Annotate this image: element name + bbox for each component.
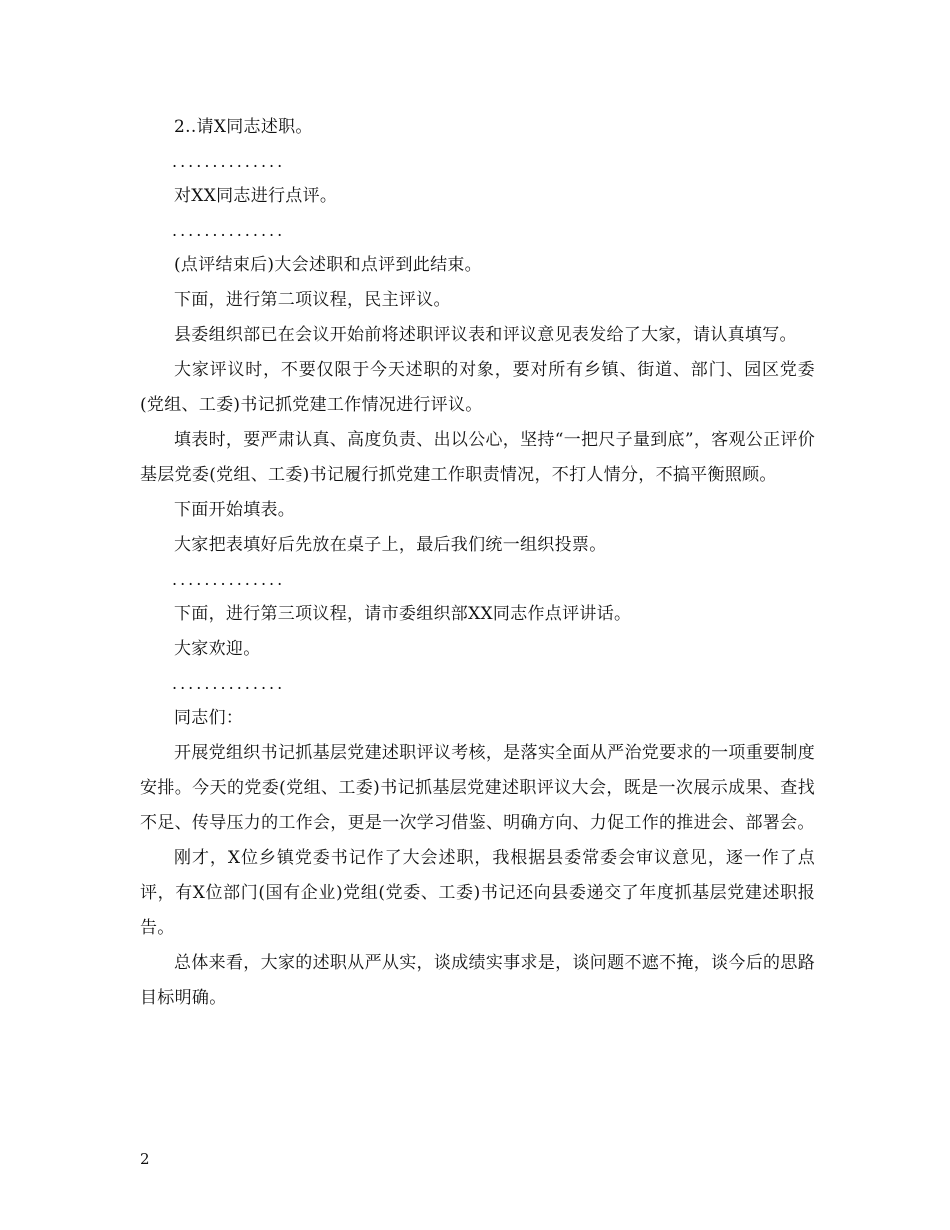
paragraph: 总体来看，大家的述职从严从实，谈成绩实事求是，谈问题不遮不掩，谈今后的思路目标明确。 xyxy=(140,953,815,1008)
paragraph: 对XX同志进行点评。 xyxy=(174,186,338,206)
document-body xyxy=(140,110,815,1016)
paragraph: 2..请X同志述职。 xyxy=(174,117,313,137)
paragraph: 刚才，X位乡镇党委书记作了大会述职，我根据县委常委会审议意见，逐一作了点评，有X位部门(国有企业)党组(党委、工委)书记还向县委递交了年度抓基层党建述职报告。 xyxy=(140,848,815,938)
paragraph: 大家把表填好后先放在桌子上，最后我们统一组织投票。 xyxy=(174,535,607,555)
paragraph: 大家评议时，不要仅限于今天述职的对象，要对所有乡镇、街道、部门、园区党委(党组、工委)书记抓党建工作情况进行评议。 xyxy=(140,360,815,415)
paragraph: (点评结束后)大会述职和点评到此结束。 xyxy=(174,255,482,275)
paragraph: 下面，进行第三项议程，请市委组织部XX同志作点评讲话。 xyxy=(174,604,632,624)
paragraph: 大家欢迎。 xyxy=(174,639,261,659)
paragraph: 开展党组织书记抓基层党建述职评议考核，是落实全面从严治党要求的一项重要制度安排。今天的党委(党组、工委)书记抓基层党建述职评议大会，既是一次展示成果、查找不足、传导压力的工作会，更是一次学习借鉴、明确方向、力促工作的推进会、部署会。 xyxy=(140,743,815,833)
paragraph: 下面，进行第二项议程，民主评议。 xyxy=(174,290,451,310)
paragraph: 同志们： xyxy=(174,708,244,728)
ellipsis-line: .............. xyxy=(172,674,286,693)
paragraph: 填表时，要严肃认真、高度负责、出以公心，坚持“一把尺子量到底”，客观公正评价基层党委(党组、工委)书记履行抓党建工作职责情况，不打人情分，不搞平衡照顾。 xyxy=(140,430,815,485)
ellipsis-line: .............. xyxy=(172,152,286,171)
page-number: 2 xyxy=(140,1150,150,1168)
ellipsis-line: .............. xyxy=(172,570,286,589)
paragraph: 下面开始填表。 xyxy=(174,500,296,520)
ellipsis-line: .............. xyxy=(172,221,286,240)
paragraph: 县委组织部已在会议开始前将述职评议表和评议意见表发给了大家，请认真填写。 xyxy=(174,325,797,345)
